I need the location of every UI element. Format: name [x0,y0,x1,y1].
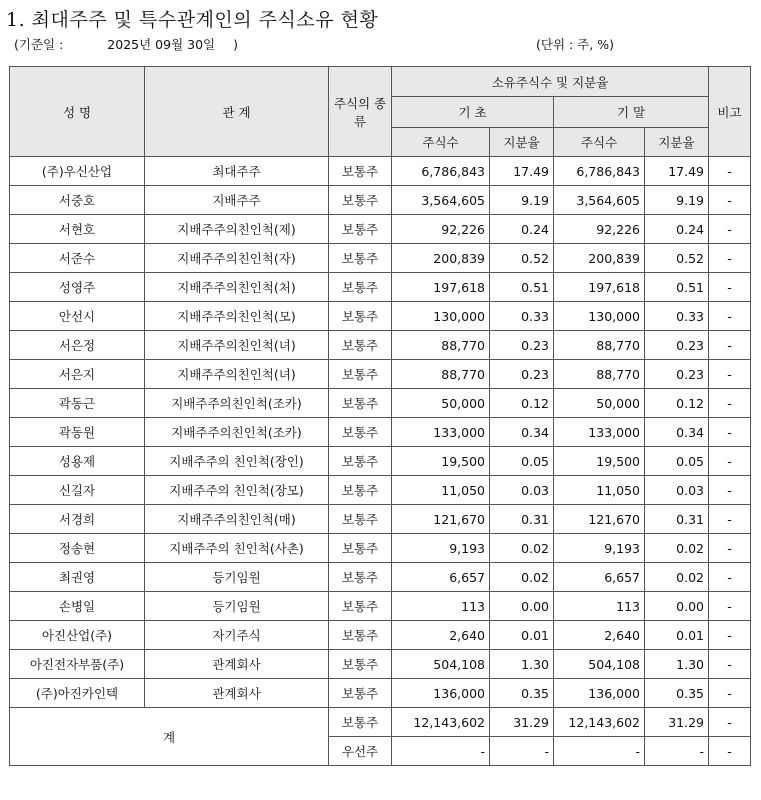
cell-end-shares: 6,657 [554,563,645,592]
cell-stock-type: 보통주 [329,534,392,563]
cell-begin-shares: 3,564,605 [392,186,490,215]
cell-end-ratio: 0.02 [645,563,709,592]
cell-end-ratio: 0.51 [645,273,709,302]
cell-begin-shares: 9,193 [392,534,490,563]
cell-stock-type: 보통주 [329,447,392,476]
cell-note: - [709,650,751,679]
cell-begin-ratio: 0.00 [490,592,554,621]
cell-note: - [709,505,751,534]
cell-name: 곽동원 [10,418,145,447]
cell-begin-ratio: 0.05 [490,447,554,476]
cell-begin-shares: 88,770 [392,360,490,389]
header-end-shares: 주식수 [554,128,645,157]
total-row-common [10,708,751,737]
cell-end-ratio: 0.23 [645,360,709,389]
header-begin: 기 초 [392,97,554,128]
cell-end-shares: 197,618 [554,273,645,302]
cell-begin-shares: 2,640 [392,621,490,650]
cell-end-ratio: 0.24 [645,215,709,244]
header-name: 성 명 [10,67,145,157]
cell-name: 서현호 [10,215,145,244]
cell-begin-shares: 121,670 [392,505,490,534]
table-row [10,418,751,447]
table-row [10,447,751,476]
cell-end-shares: 121,670 [554,505,645,534]
header-note: 비고 [709,67,751,157]
cell-relation: 지배주주의 친인척(사촌) [145,534,329,563]
table-row [10,389,751,418]
cell-end-shares: 136,000 [554,679,645,708]
cell-stock-type: 보통주 [329,563,392,592]
cell-end-ratio: 0.35 [645,679,709,708]
cell-name: 손병일 [10,592,145,621]
table-row [10,331,751,360]
cell-end-ratio: 0.00 [645,592,709,621]
cell-relation: 관계회사 [145,650,329,679]
cell-note: - [709,563,751,592]
table-row [10,360,751,389]
cell-end-ratio: 0.05 [645,447,709,476]
table-row [10,505,751,534]
cell-begin-shares: 88,770 [392,331,490,360]
cell-end-shares: 3,564,605 [554,186,645,215]
header-begin-ratio: 지분율 [490,128,554,157]
cell-begin-shares: 504,108 [392,650,490,679]
cell-stock-type: 보통주 [329,215,392,244]
cell-end-ratio: 0.34 [645,418,709,447]
cell-begin-shares: 200,839 [392,244,490,273]
cell-begin-ratio: 0.52 [490,244,554,273]
cell-begin-shares: 92,226 [392,215,490,244]
header-ownership: 소유주식수 및 지분율 [392,67,709,97]
cell-note: - [709,157,751,186]
cell-note: - [709,621,751,650]
cell-relation: 자기주식 [145,621,329,650]
cell-note: - [709,592,751,621]
cell-note: - [709,679,751,708]
cell-relation: 지배주주의 친인척(장인) [145,447,329,476]
cell-note: - [709,389,751,418]
total-common-end-ratio: 31.29 [645,708,709,737]
cell-stock-type: 보통주 [329,505,392,534]
table-total [10,708,751,766]
cell-stock-type: 보통주 [329,418,392,447]
cell-relation: 지배주주의친인척(조카) [145,418,329,447]
cell-relation: 지배주주의친인척(제) [145,215,329,244]
cell-name: 최권영 [10,563,145,592]
basis-date: 2025년 09월 30일 [107,37,216,52]
cell-note: - [709,186,751,215]
header-relation: 관 계 [145,67,329,157]
basis-label: (기준일 : [14,37,64,52]
cell-begin-shares: 50,000 [392,389,490,418]
cell-relation: 지배주주의친인척(녀) [145,331,329,360]
cell-stock-type: 보통주 [329,360,392,389]
total-label: 계 [10,708,329,766]
cell-name: 아진산업(주) [10,621,145,650]
cell-name: 서준수 [10,244,145,273]
cell-end-ratio: 0.52 [645,244,709,273]
total-preferred-end-ratio: - [645,737,709,766]
cell-end-ratio: 9.19 [645,186,709,215]
cell-note: - [709,418,751,447]
table-row [10,563,751,592]
cell-begin-shares: 130,000 [392,302,490,331]
cell-stock-type: 보통주 [329,592,392,621]
cell-relation: 지배주주의친인척(자) [145,244,329,273]
cell-end-shares: 92,226 [554,215,645,244]
cell-note: - [709,476,751,505]
header-end-ratio: 지분율 [645,128,709,157]
cell-begin-ratio: 0.02 [490,563,554,592]
cell-stock-type: 보통주 [329,186,392,215]
cell-end-shares: 504,108 [554,650,645,679]
total-common-type: 보통주 [329,708,392,737]
table-row [10,215,751,244]
cell-end-ratio: 1.30 [645,650,709,679]
basis-close: ) [233,37,238,52]
cell-end-ratio: 0.03 [645,476,709,505]
shareholding-table [9,66,751,766]
cell-end-ratio: 0.23 [645,331,709,360]
cell-name: 성영주 [10,273,145,302]
table-body [10,157,751,708]
table-row [10,302,751,331]
cell-begin-ratio: 0.23 [490,331,554,360]
cell-begin-ratio: 0.03 [490,476,554,505]
cell-begin-shares: 6,657 [392,563,490,592]
cell-name: 아진전자부품(주) [10,650,145,679]
total-preferred-begin-shares: - [392,737,490,766]
cell-end-shares: 88,770 [554,331,645,360]
cell-name: 신길자 [10,476,145,505]
cell-end-shares: 9,193 [554,534,645,563]
cell-note: - [709,534,751,563]
section-title: 1. 최대주주 및 특수관계인의 주식소유 현황 [6,9,379,31]
cell-begin-ratio: 9.19 [490,186,554,215]
cell-relation: 지배주주의친인척(매) [145,505,329,534]
cell-relation: 지배주주의친인척(녀) [145,360,329,389]
cell-begin-ratio: 0.02 [490,534,554,563]
cell-begin-shares: 136,000 [392,679,490,708]
cell-begin-ratio: 0.24 [490,215,554,244]
cell-name: 서은지 [10,360,145,389]
cell-end-shares: 19,500 [554,447,645,476]
total-common-begin-ratio: 31.29 [490,708,554,737]
cell-begin-ratio: 0.23 [490,360,554,389]
cell-end-shares: 200,839 [554,244,645,273]
cell-stock-type: 보통주 [329,679,392,708]
cell-end-shares: 6,786,843 [554,157,645,186]
cell-note: - [709,447,751,476]
cell-end-ratio: 0.31 [645,505,709,534]
cell-relation: 지배주주의친인척(모) [145,302,329,331]
cell-note: - [709,215,751,244]
header-begin-shares: 주식수 [392,128,490,157]
table-row [10,592,751,621]
cell-relation: 등기임원 [145,563,329,592]
cell-end-shares: 2,640 [554,621,645,650]
total-preferred-note: - [709,737,751,766]
cell-relation: 지배주주의 친인척(장모) [145,476,329,505]
total-common-note: - [709,708,751,737]
cell-begin-shares: 113 [392,592,490,621]
cell-note: - [709,360,751,389]
cell-begin-ratio: 0.01 [490,621,554,650]
table-row [10,244,751,273]
cell-begin-shares: 11,050 [392,476,490,505]
cell-begin-ratio: 0.33 [490,302,554,331]
cell-begin-ratio: 0.34 [490,418,554,447]
cell-begin-ratio: 0.51 [490,273,554,302]
cell-end-shares: 130,000 [554,302,645,331]
cell-begin-ratio: 17.49 [490,157,554,186]
cell-name: 곽동근 [10,389,145,418]
table-row [10,476,751,505]
cell-stock-type: 보통주 [329,302,392,331]
cell-name: 성용제 [10,447,145,476]
total-preferred-begin-ratio: - [490,737,554,766]
basis-date-line [14,35,238,53]
table-row [10,621,751,650]
cell-begin-ratio: 1.30 [490,650,554,679]
cell-end-shares: 113 [554,592,645,621]
header-end: 기 말 [554,97,709,128]
cell-stock-type: 보통주 [329,621,392,650]
cell-name: 서중호 [10,186,145,215]
cell-begin-ratio: 0.35 [490,679,554,708]
cell-stock-type: 보통주 [329,331,392,360]
cell-name: (주)우신산업 [10,157,145,186]
cell-end-ratio: 0.01 [645,621,709,650]
table-row [10,679,751,708]
cell-begin-ratio: 0.12 [490,389,554,418]
cell-stock-type: 보통주 [329,244,392,273]
cell-name: 서은정 [10,331,145,360]
table-row [10,273,751,302]
total-common-begin-shares: 12,143,602 [392,708,490,737]
table-row [10,157,751,186]
cell-end-shares: 11,050 [554,476,645,505]
cell-relation: 지배주주 [145,186,329,215]
header-stock-type: 주식의 종류 [329,67,392,157]
total-common-end-shares: 12,143,602 [554,708,645,737]
cell-stock-type: 보통주 [329,650,392,679]
cell-end-shares: 88,770 [554,360,645,389]
cell-begin-shares: 133,000 [392,418,490,447]
cell-relation: 지배주주의친인척(처) [145,273,329,302]
cell-begin-shares: 19,500 [392,447,490,476]
cell-end-ratio: 17.49 [645,157,709,186]
cell-end-ratio: 0.33 [645,302,709,331]
cell-relation: 관계회사 [145,679,329,708]
cell-end-shares: 133,000 [554,418,645,447]
cell-name: 서경희 [10,505,145,534]
cell-end-ratio: 0.02 [645,534,709,563]
cell-end-ratio: 0.12 [645,389,709,418]
cell-note: - [709,331,751,360]
cell-begin-shares: 197,618 [392,273,490,302]
cell-relation: 등기임원 [145,592,329,621]
cell-name: 정송현 [10,534,145,563]
total-preferred-end-shares: - [554,737,645,766]
cell-begin-shares: 6,786,843 [392,157,490,186]
cell-stock-type: 보통주 [329,273,392,302]
cell-stock-type: 보통주 [329,157,392,186]
cell-note: - [709,244,751,273]
cell-name: (주)아진카인텍 [10,679,145,708]
cell-end-shares: 50,000 [554,389,645,418]
cell-name: 안선시 [10,302,145,331]
cell-relation: 최대주주 [145,157,329,186]
table-row [10,650,751,679]
cell-stock-type: 보통주 [329,476,392,505]
cell-note: - [709,302,751,331]
cell-relation: 지배주주의친인척(조카) [145,389,329,418]
cell-note: - [709,273,751,302]
cell-begin-ratio: 0.31 [490,505,554,534]
table-row [10,186,751,215]
table-row [10,534,751,563]
cell-stock-type: 보통주 [329,389,392,418]
total-preferred-type: 우선주 [329,737,392,766]
unit-label: (단위 : 주, %) [536,37,614,52]
